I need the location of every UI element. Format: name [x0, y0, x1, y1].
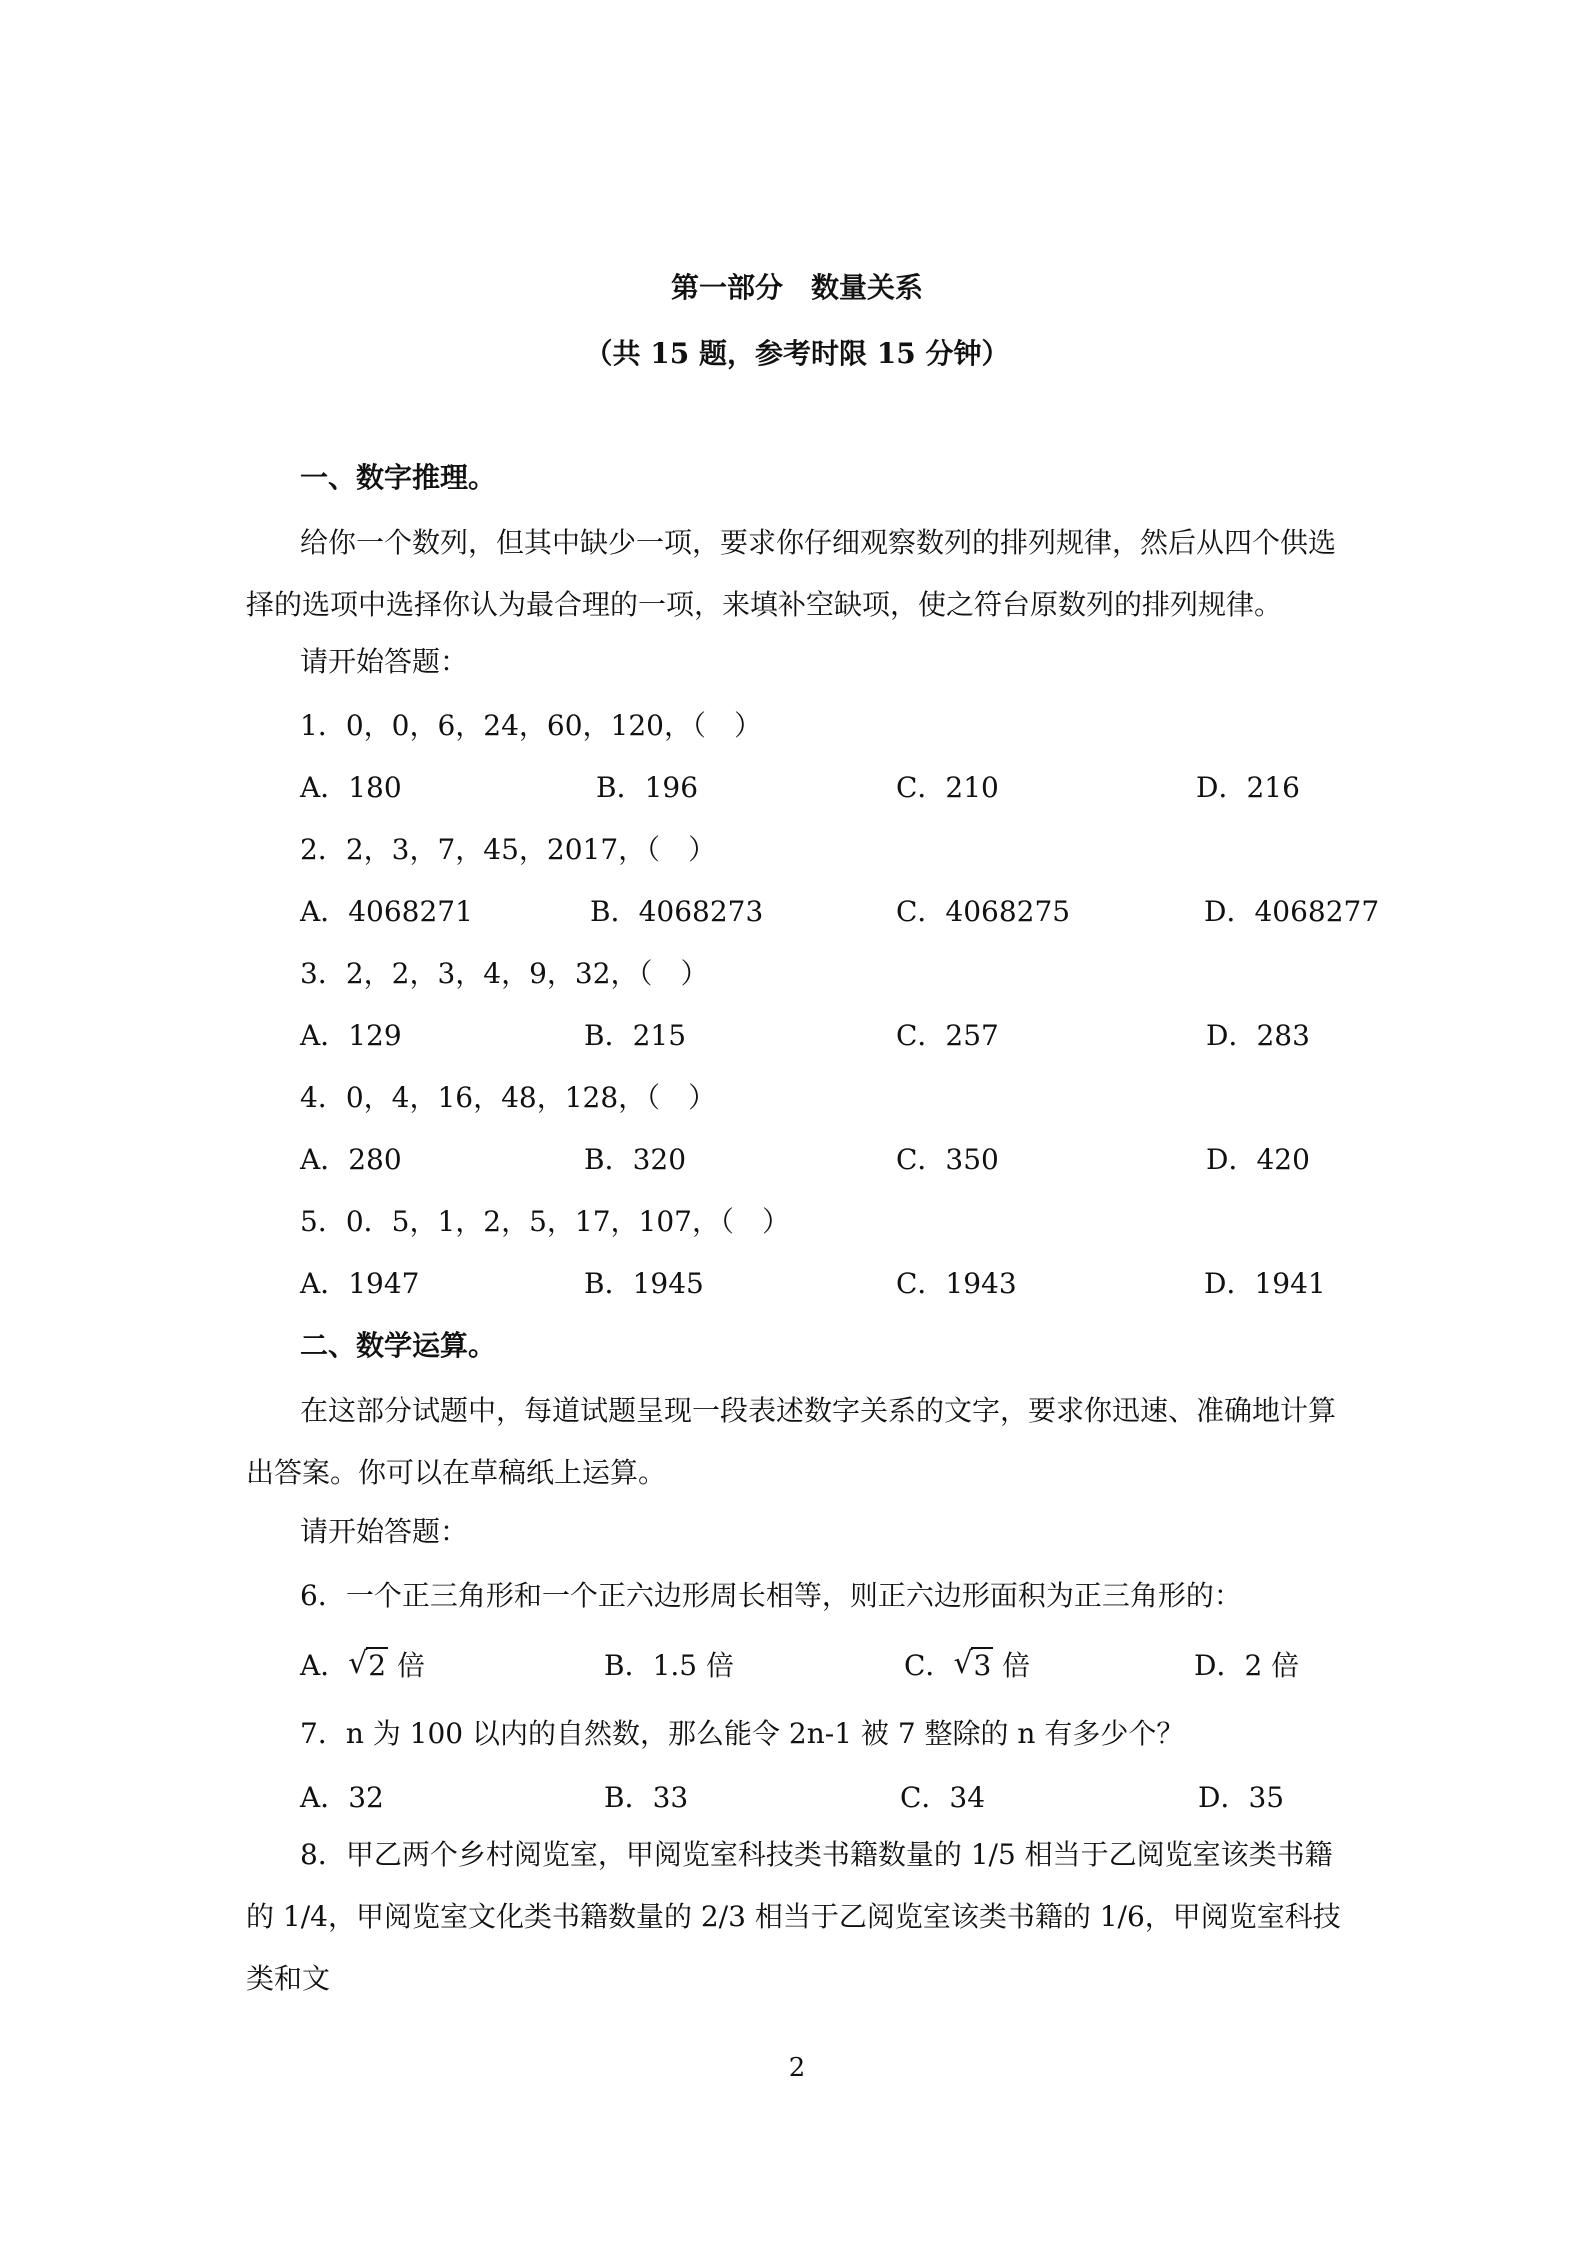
q4-option-c: C．350 [896, 1143, 999, 1176]
question-8-stem: 8．甲乙两个乡村阅览室，甲阅览室科技类书籍数量的 1/5 相当于乙阅览室该类书籍的 1/4，甲阅览室文化类书籍数量的 2/3 相当于乙阅览室该类书籍的 1/6，甲阅览室科技类和文 [246, 1838, 1341, 1995]
q6-option-b: B．1.5 倍 [604, 1649, 735, 1682]
q3-option-a: A．129 [300, 1019, 402, 1052]
q2-option-a: A．4068271 [300, 895, 473, 928]
q7-option-a: A．32 [300, 1781, 384, 1814]
q2-option-c: C．4068275 [896, 895, 1071, 928]
q3-option-b: B．215 [584, 1019, 687, 1052]
sqrt-symbol: √ 3 [953, 1646, 992, 1682]
q1-option-a: A．180 [300, 771, 402, 804]
q6-option-a: A． √ 2 倍 [300, 1646, 425, 1686]
page-title: 第一部分 数量关系 [670, 271, 923, 304]
q5-option-b: B．1945 [584, 1267, 704, 1300]
page-subtitle: （共 15 题，参考时限 15 分钟） [584, 337, 1010, 370]
q4-option-d: D．420 [1206, 1143, 1310, 1176]
q1-option-d: D．216 [1196, 771, 1300, 804]
question-3-stem: 3．2，2，3，4，9，32，（ ） [300, 957, 709, 990]
page-number: 2 [788, 2053, 806, 2083]
section2-intro: 在这部分试题中，每道试题呈现一段表述数字关系的文字，要求你迅速、准确地计算出答案。你可以在草稿纸上运算。 [246, 1394, 1337, 1489]
question-5-stem: 5．0．5，1，2，5，17，107，（ ） [300, 1205, 790, 1238]
q3-option-c: C．257 [896, 1019, 999, 1052]
q2-option-d: D．4068277 [1204, 895, 1380, 928]
q3-option-d: D．283 [1206, 1019, 1310, 1052]
q5-option-c: C．1943 [896, 1267, 1017, 1300]
q1-option-c: C．210 [896, 771, 999, 804]
q7-option-d: D．35 [1198, 1781, 1285, 1814]
question-2-stem: 2．2，3，7，45，2017，（ ） [300, 833, 717, 866]
question-7-stem: 7．n 为 100 以内的自然数，那么能令 2n-1 被 7 整除的 n 有多少个？ [300, 1717, 1185, 1750]
q5-option-a: A．1947 [300, 1267, 420, 1300]
section1-start: 请开始答题： [300, 645, 469, 678]
q4-option-a: A．280 [300, 1143, 402, 1176]
sqrt-symbol: √ 2 [348, 1646, 387, 1682]
q6-option-c: C． √ 3 倍 [904, 1646, 1030, 1686]
q7-option-c: C．34 [900, 1781, 986, 1814]
section1-heading: 一、数字推理。 [300, 461, 497, 494]
section2-start: 请开始答题： [300, 1515, 469, 1548]
q2-option-b: B．4068273 [590, 895, 764, 928]
question-6-stem: 6．一个正三角形和一个正六边形周长相等，则正六边形面积为正三角形的： [300, 1579, 1242, 1612]
q1-option-b: B．196 [596, 771, 699, 804]
q6-option-d: D．2 倍 [1194, 1649, 1300, 1682]
question-1-stem: 1．0，0，6，24，60，120，（ ） [300, 709, 762, 742]
q5-option-d: D．1941 [1204, 1267, 1326, 1300]
section2-heading: 二、数学运算。 [300, 1329, 497, 1362]
question-4-stem: 4．0，4，16，48，128，（ ） [300, 1081, 717, 1114]
section1-intro: 给你一个数列，但其中缺少一项，要求你仔细观察数列的排列规律，然后从四个供选择的选项中选择你认为最合理的一项，来填补空缺项，使之符台原数列的排列规律。 [246, 526, 1337, 621]
q7-option-b: B．33 [604, 1781, 689, 1814]
q4-option-b: B．320 [584, 1143, 687, 1176]
